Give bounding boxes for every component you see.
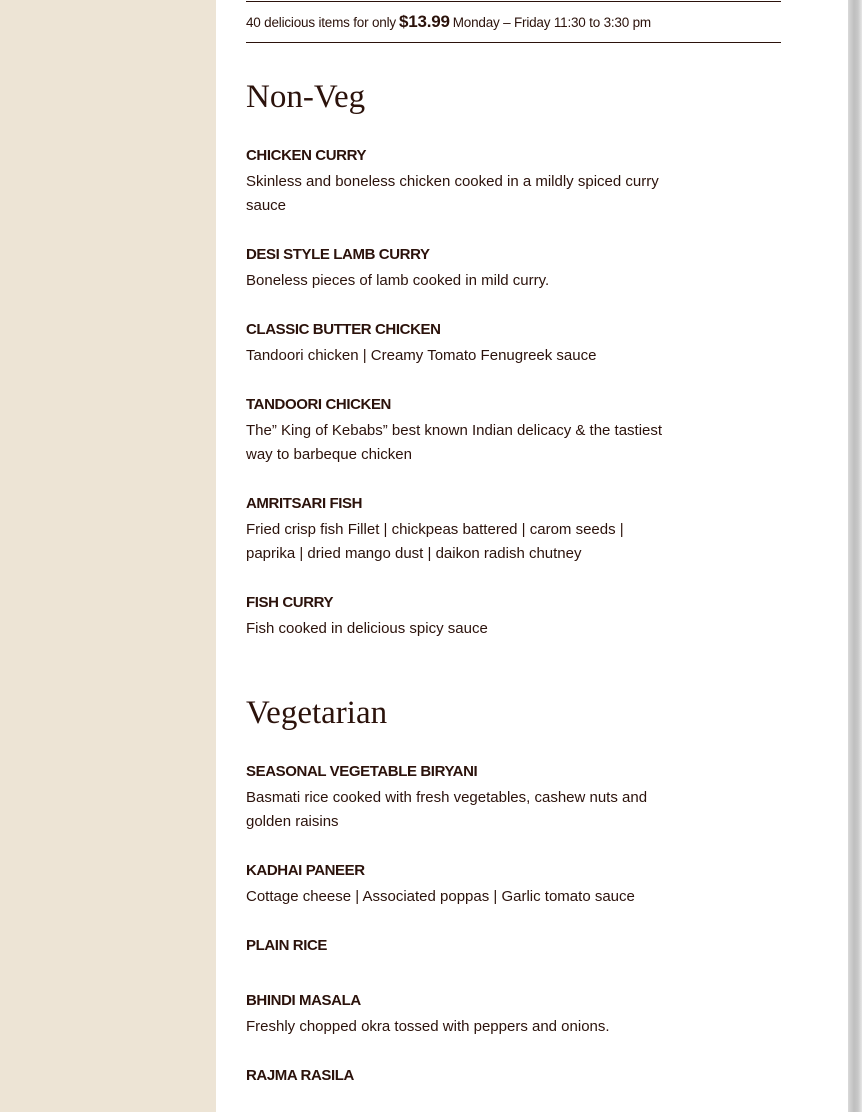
- item-name: DESI STYLE LAMB CURRY: [246, 246, 430, 263]
- menu-item: [246, 861, 666, 909]
- menu-item: [246, 245, 666, 293]
- item-name: TANDOORI CHICKEN: [246, 396, 391, 413]
- menu-item: [246, 494, 666, 566]
- banner-prefix: 40 delicious items for only: [246, 14, 396, 30]
- banner-price: $13.99: [398, 12, 450, 31]
- section-title-vegetarian: Vegetarian: [246, 695, 388, 731]
- item-name: FISH CURRY: [246, 594, 334, 611]
- menu-item: [246, 320, 666, 368]
- menu-page: [216, 0, 848, 1112]
- item-description: Skinless and boneless chicken cooked in a mildly spiced curry sauce: [246, 173, 659, 214]
- menu-item: [246, 146, 666, 218]
- item-name: AMRITSARI FISH: [246, 495, 363, 512]
- scrollbar[interactable]: [848, 0, 862, 1112]
- item-name: CLASSIC BUTTER CHICKEN: [246, 321, 441, 338]
- lunch-buffet-banner: [246, 1, 781, 43]
- item-description: Basmati rice cooked with fresh vegetables, cashew nuts and golden raisins: [246, 789, 648, 830]
- item-description: Fish cooked in delicious spicy sauce: [246, 620, 488, 637]
- menu-item: [246, 991, 666, 1039]
- item-description: Boneless pieces of lamb cooked in mild curry.: [246, 272, 550, 289]
- banner-hours: Monday – Friday 11:30 to 3:30 pm: [452, 14, 651, 30]
- menu-content: [246, 0, 781, 1086]
- menu-item: [246, 395, 666, 467]
- menu-item: [246, 593, 666, 641]
- menu-item: [246, 936, 666, 956]
- item-description: Freshly chopped okra tossed with peppers and onions.: [246, 1018, 610, 1035]
- section-title-non-veg: Non-Veg: [246, 79, 366, 115]
- menu-item: [246, 1066, 666, 1086]
- item-name: RAJMA RASILA: [246, 1067, 354, 1084]
- item-description: The” King of Kebabs” best known Indian delicacy & the tastiest way to barbeque chicken: [246, 422, 663, 463]
- item-name: KADHAI PANEER: [246, 862, 365, 879]
- vegetarian-items: [246, 762, 781, 1086]
- item-name: SEASONAL VEGETABLE BIRYANI: [246, 763, 478, 780]
- item-description: Fried crisp fish Fillet | chickpeas battered | carom seeds | paprika | dried mango dust | daikon radish chutney: [246, 521, 624, 562]
- non-veg-items: [246, 146, 781, 641]
- item-name: PLAIN RICE: [246, 937, 328, 954]
- menu-item: [246, 762, 666, 834]
- item-description: Cottage cheese | Associated poppas | Garlic tomato sauce: [246, 888, 635, 905]
- item-name: CHICKEN CURRY: [246, 147, 367, 164]
- item-name: BHINDI MASALA: [246, 992, 361, 1009]
- item-description: Tandoori chicken | Creamy Tomato Fenugreek sauce: [246, 347, 597, 364]
